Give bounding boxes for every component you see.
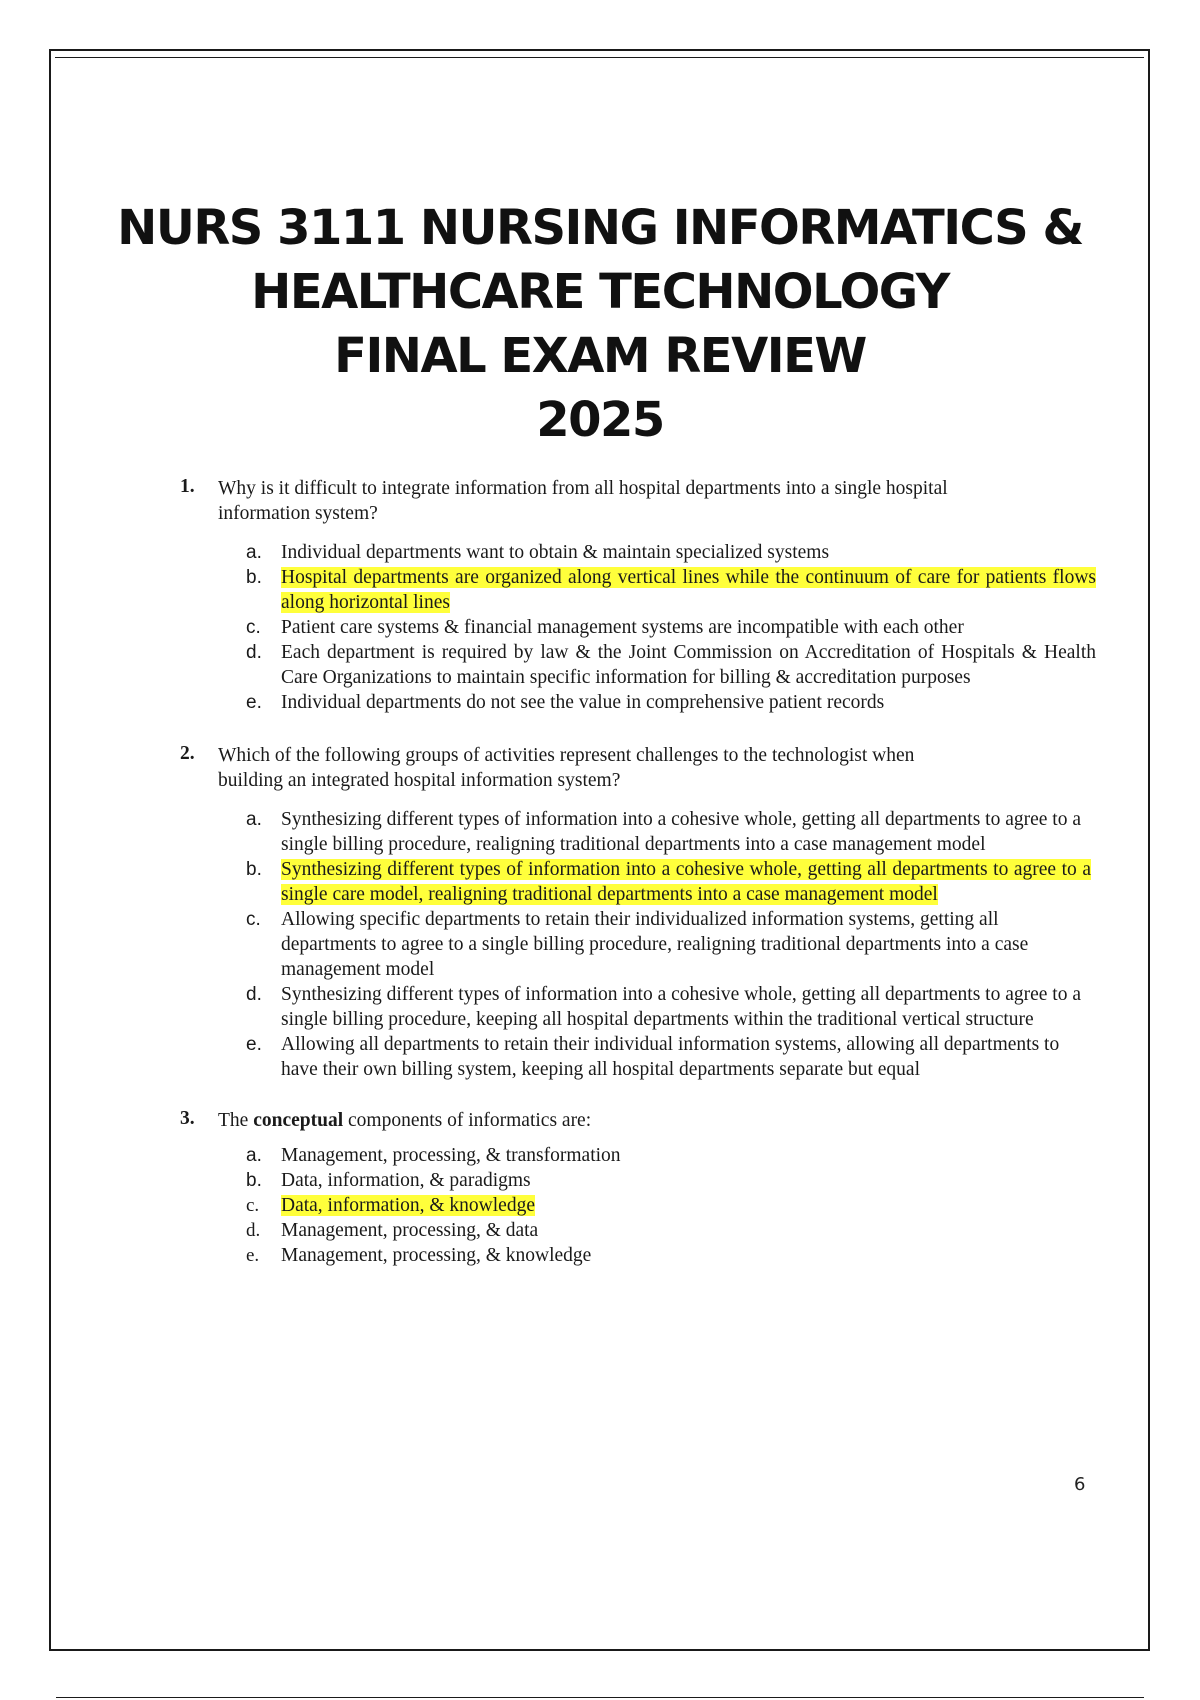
option-text: Synthesizing different types of information into a cohesive whole, getting all departments to agree to a single billing procedure, keeping all hospital departments within the traditional vertical structure: [281, 984, 1082, 1030]
option-text: Management, processing, & knowledge: [281, 1245, 592, 1266]
option-text: Individual departments want to obtain & maintain specialized systems: [281, 542, 830, 563]
stem-emphasis: conceptual: [253, 1110, 344, 1131]
option-letter: b.: [246, 1170, 262, 1191]
answer-option-d: [180, 982, 1095, 1032]
option-letter: b.: [246, 859, 262, 880]
question-3: [180, 1108, 1095, 1268]
answer-option-b: [180, 565, 1095, 615]
option-text: Management, processing, & transformation: [281, 1145, 621, 1166]
option-text: Patient care systems & financial management systems are incompatible with each other: [281, 617, 964, 638]
answer-option-a: [180, 1143, 1095, 1168]
option-letter: c.: [246, 1195, 260, 1216]
bottom-rule: [56, 1697, 1144, 1698]
answer-option-c: [180, 1193, 1095, 1218]
highlighted-answer-text: Hospital departments are organized along vertical lines while the continuum of care for patients flows along horizontal lines: [281, 567, 1096, 613]
option-letter: e.: [246, 1245, 260, 1266]
option-letter: a.: [246, 1145, 262, 1166]
option-letter: d.: [246, 1220, 261, 1241]
document-title: [0, 196, 1200, 452]
title-line: NURS 3111 NURSING INFORMATICS &: [117, 200, 1083, 256]
answer-option-c: [180, 907, 1095, 982]
option-text: Management, processing, & data: [281, 1220, 539, 1241]
question-number: 3.: [180, 1108, 195, 1129]
page-number: 6: [1074, 1474, 1086, 1495]
question-number: 2.: [180, 743, 195, 764]
answer-option-e: [180, 1243, 1095, 1268]
option-letter: a.: [246, 542, 262, 563]
answer-option-e: [180, 690, 1095, 715]
question-2: [180, 743, 1095, 1082]
option-letter: d.: [246, 984, 262, 1005]
option-text: Allowing specific departments to retain their individualized information systems, getting all departments to agree to a single billing procedure, realigning traditional departments into a case management model: [281, 909, 1029, 980]
question-stem: Why is it difficult to integrate information from all hospital departments into a single hospital information system?: [218, 478, 948, 524]
question-1: [180, 476, 1095, 715]
option-text: Each department is required by law & the Joint Commission on Accreditation of Hospitals & Health Care Organizations to maintain specific information for billing & accreditation purposes: [281, 642, 1096, 688]
answer-option-a: [180, 540, 1095, 565]
option-letter: a.: [246, 809, 262, 830]
answer-options: [180, 540, 1095, 715]
option-letter: b.: [246, 567, 262, 588]
option-letter: c.: [246, 617, 261, 638]
title-line: FINAL EXAM REVIEW: [334, 328, 866, 384]
option-text: Synthesizing different types of information into a cohesive whole, getting all departments to agree to a single billing procedure, realigning traditional departments into a case management model: [281, 809, 1082, 855]
option-letter: e.: [246, 692, 262, 713]
answer-option-d: [180, 640, 1095, 690]
answer-option-a: [180, 807, 1095, 857]
question-stem: Which of the following groups of activities represent challenges to the technologist when building an integrated hospital information system?: [218, 745, 915, 791]
option-letter: d.: [246, 642, 262, 663]
answer-options: [180, 807, 1095, 1082]
title-line: HEALTHCARE TECHNOLOGY: [251, 264, 949, 320]
stem-text: components of informatics are:: [343, 1110, 592, 1131]
answer-option-e: [180, 1032, 1095, 1082]
answer-option-b: [180, 857, 1095, 907]
highlighted-answer-text: Data, information, & knowledge: [281, 1195, 535, 1216]
question-list: [180, 476, 1095, 1268]
option-letter: c.: [246, 909, 261, 930]
answer-option-d: [180, 1218, 1095, 1243]
question-stem: [218, 1108, 978, 1133]
highlighted-answer-text: Synthesizing different types of information into a cohesive whole, getting all departments to agree to a single care model, realigning traditional departments into a case management model: [281, 859, 1091, 905]
answer-option-c: [180, 615, 1095, 640]
answer-option-b: [180, 1168, 1095, 1193]
option-letter: e.: [246, 1034, 262, 1055]
answer-options: [180, 1143, 1095, 1268]
question-number: 1.: [180, 476, 195, 497]
title-line: 2025: [536, 392, 664, 448]
stem-text: The: [218, 1110, 254, 1131]
option-text: Individual departments do not see the value in comprehensive patient records: [281, 692, 885, 713]
option-text: Allowing all departments to retain their individual information systems, allowing all departments to have their own billing system, keeping all hospital departments separate but equal: [281, 1034, 1060, 1080]
option-text: Data, information, & paradigms: [281, 1170, 531, 1191]
